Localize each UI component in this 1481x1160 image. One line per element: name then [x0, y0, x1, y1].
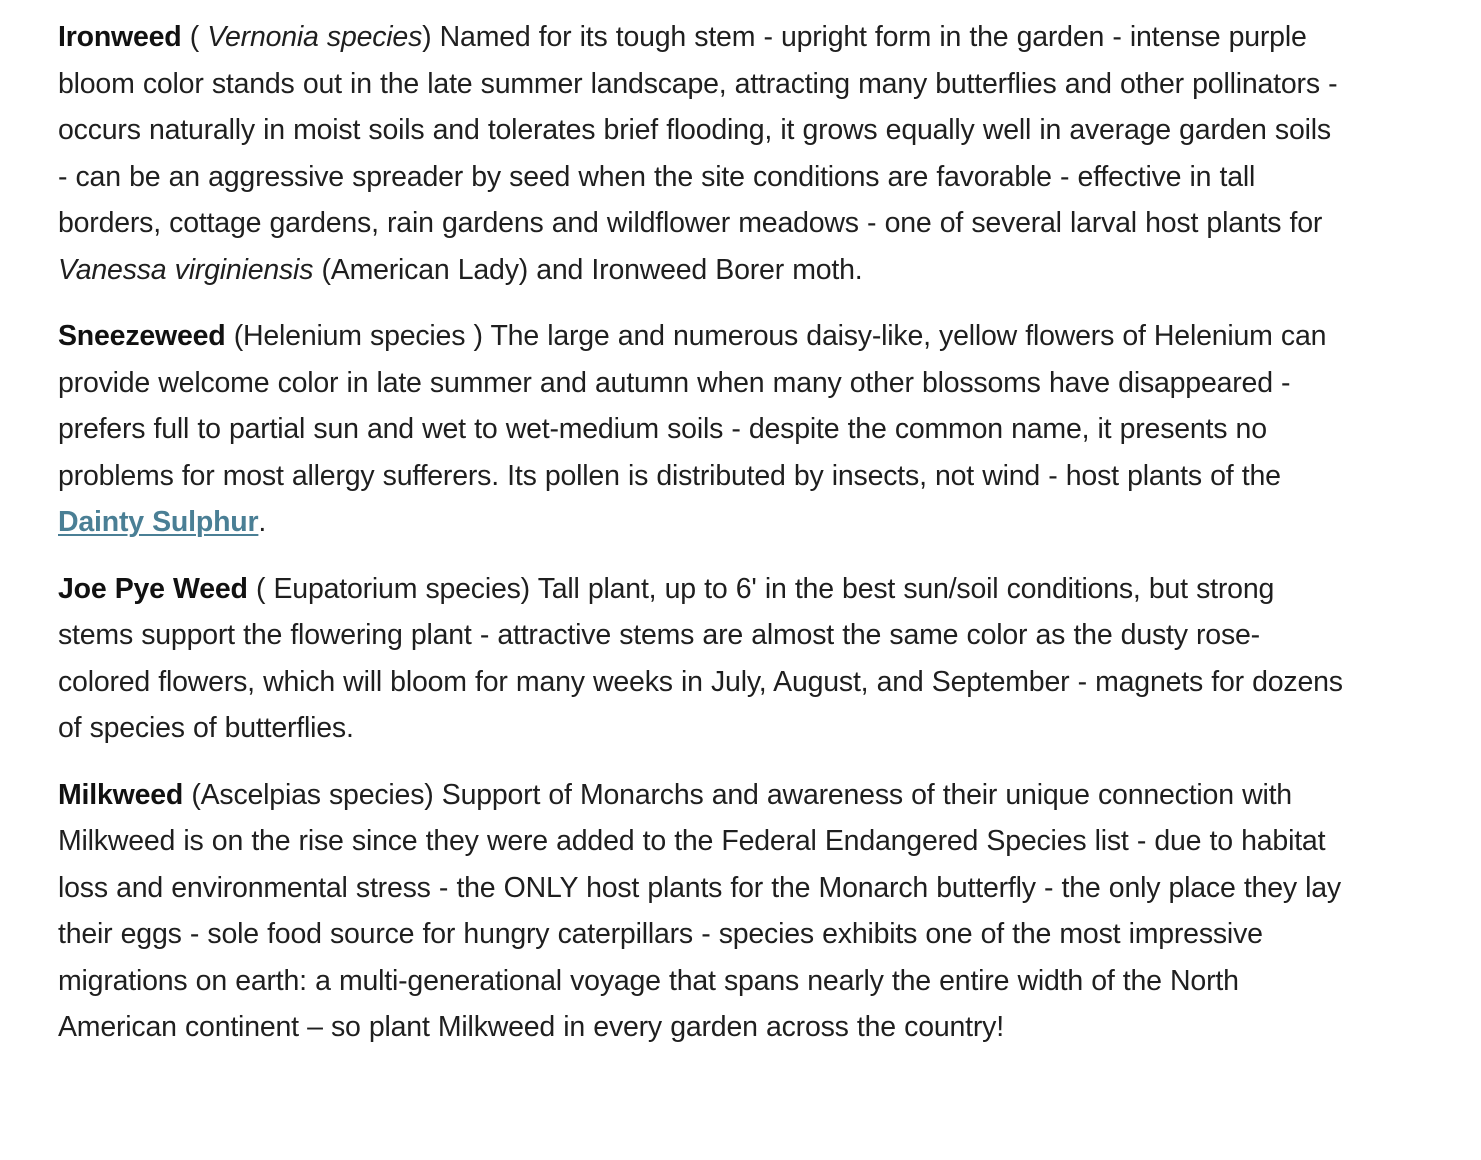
plant-entry-joe-pye-weed	[58, 566, 1348, 752]
plant-name: Ironweed	[58, 21, 182, 53]
plant-description-end: .	[258, 506, 267, 538]
plant-description: The large and numerous daisy-like, yellow flowers of Helenium can provide welcome color in late summer and autumn when many other blossoms have disappeared - prefers full to partial sun and wet to wet-medium soils - despite the common name, it presents no problems for most allergy sufferers. Its pollen is distributed by insects, not wind - host plants of the	[58, 320, 1327, 492]
scientific-name: (Helenium species )	[225, 320, 491, 352]
plant-name: Sneezeweed	[58, 320, 226, 352]
scientific-name: (Ascelpias species)	[183, 778, 442, 811]
scientific-name: ( Eupatorium species)	[247, 572, 538, 605]
dainty-sulphur-link[interactable]: Dainty Sulphur	[58, 506, 259, 538]
plant-description: Support of Monarchs and awareness of their unique connection with Milkweed is on the rise since they were added to the Federal Endangered Species list - due to habitat loss and environmental stress - the ONLY host plants for the Monarch butterfly - the only place they lay their eggs - sole food source for hungry caterpillars - species exhibits one of the most impressive migrations on earth: a multi-generational voyage that spans nearly the entire width of the North American continent – so plant Milkweed in every garden across the country!	[58, 778, 1341, 1043]
paren-close: )	[422, 21, 440, 53]
plant-entry-ironweed	[58, 14, 1348, 293]
plant-description: Named for its tough stem - upright form in the garden - intense purple bloom color stands out in the late summer landscape, attracting many butterflies and other pollinators - occurs naturally in moist soils and tolerates brief flooding, it grows equally well in average garden soils - can be an aggressive spreader by seed when the site conditions are favorable - effective in tall borders, cottage gardens, rain gardens and wildflower meadows - one of several larval host plants for	[58, 21, 1338, 239]
plant-entry-sneezeweed	[58, 313, 1348, 546]
plant-description: Tall plant, up to 6' in the best sun/soil conditions, but strong stems support the flowering plant - attractive stems are almost the same color as the dusty rose-colored flowers, which will bloom for many weeks in July, August, and September - magnets for dozens of species of butterflies.	[58, 572, 1343, 744]
plant-description-end: (American Lady) and Ironweed Borer moth.	[313, 253, 863, 286]
scientific-name: Vernonia species	[207, 21, 423, 53]
plant-name: Milkweed	[58, 778, 184, 811]
plant-name: Joe Pye Weed	[58, 572, 248, 605]
host-species-name: Vanessa virginiensis	[58, 253, 314, 286]
plant-list	[58, 14, 1348, 1071]
paren-open: (	[181, 21, 208, 53]
plant-entry-milkweed	[58, 772, 1348, 1051]
